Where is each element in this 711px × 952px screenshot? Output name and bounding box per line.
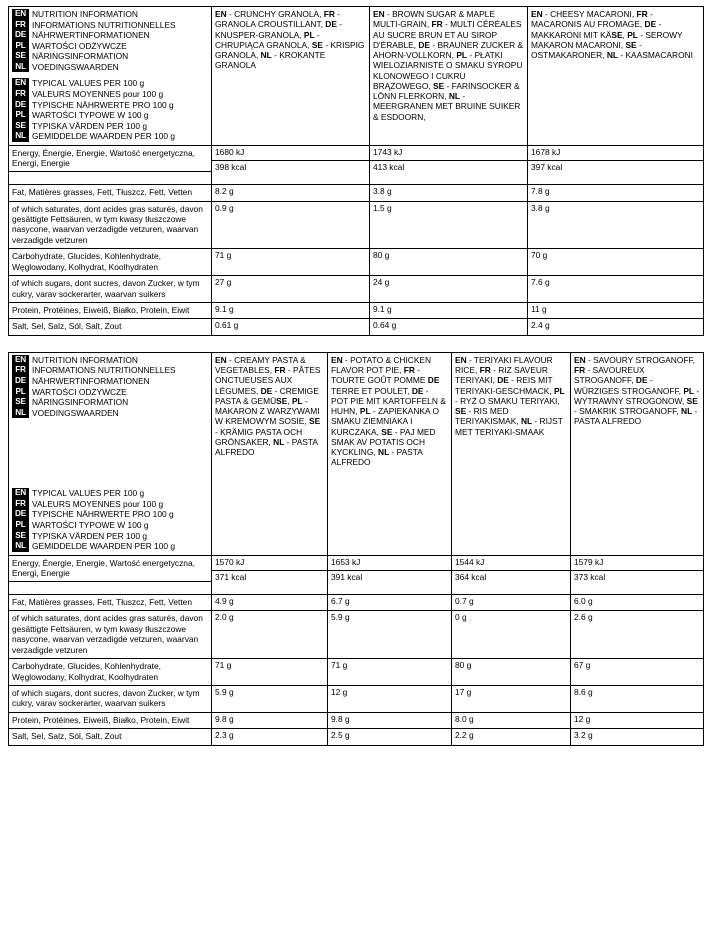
product-column-header: EN - CRUNCHY GRANOLA, FR - GRANOLA CROUSTILLANT, DE - KNUSPER-GRANOLA, PL - CHRUPIĄCA GRANOLA, SE - KRISPIG GRANOLA, NL - KROKANTE GRANOLA [212, 7, 370, 146]
nutrient-value: 8.2 g [212, 185, 370, 201]
lang-row [12, 30, 176, 41]
nutrient-label: Carbohydrate, Glucides, Kohlenhydrate, Węglowodany, Kolhydrat, Koolhydraten [9, 249, 212, 276]
table-row [9, 249, 704, 276]
table-row [9, 686, 704, 713]
lang-tag-fr: FR [12, 89, 29, 100]
nutrient-value: 3.8 g [528, 201, 704, 249]
lang-tag-se: SE [12, 121, 29, 132]
nutrient-label: Salt, Sel, Salz, Sól, Salt, Zout [9, 319, 212, 335]
lang-text-en: TYPICAL VALUES PER 100 g [32, 488, 145, 499]
product-column-header: EN - TERIYAKI FLAVOUR RICE, FR - RIZ SAVEUR TERIYAKI, DE - REIS MIT TERIYAKI-GESCHMACK, PL - RYŻ O SMAKU TERIYAKI, SE - RIS MED TERIYAKISMAK, NL - RIJST MET TERIYAKI-SMAAK [452, 352, 571, 555]
nutrient-value: 9.1 g [212, 303, 370, 319]
product-column-header: EN - CREAMY PASTA & VEGETABLES, FR - PÂTES ONCTUEUSES AUX LÉGUMES, DE - CREMIGE PASTA & GEMÜSE, PL - MAKARON Z WARZYWAMI W KREMOWYM SOSIE, SE - KRÄMIG PASTA OCH GRÖNSAKER, NL - PASTA ALFREDO [212, 352, 328, 555]
lang-text-nl: VOEDINGSWAARDEN [32, 407, 119, 418]
nutrient-value [452, 555, 571, 594]
nutrient-value: 7.6 g [528, 276, 704, 303]
nutrition-information-langs [12, 355, 176, 418]
lang-row [12, 488, 175, 499]
lang-tag-se: SE [12, 51, 29, 62]
product-column-header: EN - SAVOURY STROGANOFF, FR - SAVOUREUX STROGANOFF, DE - WÜRZIGES STROGANOFF, PL - WYTRAWNY STROGONOW, SE - SMAKRIK STROGANOFF, NL - PASTA ALFREDO [571, 352, 704, 555]
lang-text-se: NÄRINGSINFORMATION [32, 51, 129, 62]
nutrient-value: 24 g [370, 276, 528, 303]
typical-values-langs [12, 78, 175, 141]
lang-tag-de: DE [12, 30, 29, 41]
nutrition-table-1 [8, 6, 704, 336]
nutrient-value: 17 g [452, 686, 571, 713]
table-row [9, 729, 704, 745]
nutrient-value: 9.1 g [370, 303, 528, 319]
lang-text-nl: GEMIDDELDE WAARDEN PER 100 g [32, 131, 176, 142]
lang-row [12, 78, 175, 89]
value-kcal: 371 kcal [212, 570, 327, 586]
lang-text-pl: WARTOŚCI ODŻYWCZE [32, 40, 127, 51]
nutrient-value: 5.9 g [328, 611, 452, 659]
lang-text-en: NUTRITION INFORMATION [32, 354, 138, 365]
nutrient-value: 80 g [370, 249, 528, 276]
lang-tag-se: SE [12, 531, 29, 542]
value-kcal: 364 kcal [452, 570, 570, 586]
nutrient-value [528, 145, 704, 184]
nutrient-label: of which sugars, dont sucres, davon Zucker, w tym cukry, varav sockerarter, waarvan suikers [9, 686, 212, 713]
table-row [9, 611, 704, 659]
header-language-cell [9, 7, 212, 146]
nutrient-value: 2.0 g [212, 611, 328, 659]
nutrient-value: 11 g [528, 303, 704, 319]
nutrient-value: 12 g [571, 712, 704, 728]
product-column-header: EN - BROWN SUGAR & MAPLE MULTI-GRAIN, FR - MULTI CÉRÉALES AU SUCRE BRUN ET AU SIROP D'ÉRABLE, DE - BRAUNER ZUCKER & AHORN-VOLLKORN, PL - PŁATKI WIELOZIARNISTE O SMAKU SYROPU KLONOWEGO I CUKRU BRĄZOWEGO, SE - FARINSOCKER & LÖNN FLERKORN, NL - MEERGRANEN MET BRUINE SUIKER & ESDOORN, [370, 7, 528, 146]
lang-row [12, 121, 175, 132]
lang-text-se: TYPISKA VÄRDEN PER 100 g [32, 530, 147, 541]
value-kj: 1570 kJ [215, 556, 245, 567]
lang-tag-de: DE [12, 376, 29, 387]
lang-row [12, 509, 175, 520]
lang-row [12, 62, 176, 73]
nutrient-value: 9.8 g [212, 712, 328, 728]
lang-tag-nl: NL [12, 408, 29, 419]
nutrient-value: 0 g [452, 611, 571, 659]
nutrient-value: 8.0 g [452, 712, 571, 728]
lang-text-de: TYPISCHE NÄHRWERTE PRO 100 g [32, 99, 174, 110]
table-row [9, 319, 704, 335]
nutrient-value: 2.6 g [571, 611, 704, 659]
lang-text-de: NÄHRWERTINFORMATIONEN [32, 30, 150, 41]
lang-tag-nl: NL [12, 62, 29, 73]
nutrient-value: 71 g [212, 659, 328, 686]
lang-tag-pl: PL [12, 520, 29, 531]
lang-text-nl: GEMIDDELDE WAARDEN PER 100 g [32, 541, 176, 552]
lang-tag-de: DE [12, 100, 29, 111]
lang-row [12, 51, 176, 62]
nutrient-value [370, 145, 528, 184]
lang-row [12, 131, 175, 142]
nutrient-value: 3.2 g [571, 729, 704, 745]
lang-row [12, 387, 176, 398]
lang-tag-pl: PL [12, 387, 29, 398]
nutrition-table-2 [8, 352, 704, 746]
lang-text-fr: VALEURS MOYENNES pour 100 g [32, 89, 164, 100]
lang-row [12, 376, 176, 387]
value-kj: 1680 kJ [215, 146, 245, 157]
lang-tag-fr: FR [12, 365, 29, 376]
nutrient-value: 67 g [571, 659, 704, 686]
nutrient-value: 2.5 g [328, 729, 452, 745]
lang-row [12, 110, 175, 121]
nutrient-value: 12 g [328, 686, 452, 713]
nutrient-value: 0.61 g [212, 319, 370, 335]
nutrient-label: of which saturates, dont acides gras saturés, davon gesättigte Fettsäuren, w tym kwasy tłuszczowe nasycone, waarvan verzadigde vetzuren, waarvan verzadigde vetzuren [9, 611, 212, 659]
nutrient-label: Fat, Matières grasses, Fett, Tłuszcz, Fett, Vetten [9, 185, 212, 201]
table-gap [8, 336, 703, 352]
value-kcal: 397 kcal [528, 160, 703, 176]
lang-row [12, 408, 176, 419]
nutrient-value: 71 g [212, 249, 370, 276]
nutrient-value [212, 145, 370, 184]
nutrient-value: 2.4 g [528, 319, 704, 335]
nutrient-value: 3.8 g [370, 185, 528, 201]
lang-row [12, 100, 175, 111]
lang-text-en: TYPICAL VALUES PER 100 g [32, 78, 145, 89]
lang-text-se: TYPISKA VÄRDEN PER 100 g [32, 120, 147, 131]
value-kj: 1743 kJ [373, 146, 403, 157]
lang-tag-se: SE [12, 397, 29, 408]
nutrition-information-langs [12, 9, 176, 72]
nutrient-value: 27 g [212, 276, 370, 303]
nutrient-label [9, 145, 212, 184]
nutrient-label: of which saturates, dont acides gras saturés, davon gesättigte Fettsäuren, w tym kwasy tłuszczowe nasycone, waarvan verzadigde vetzuren, waarvan verzadigde vetzuren [9, 201, 212, 249]
table-header-row [9, 7, 704, 146]
nutrient-value [328, 555, 452, 594]
typical-values-langs [12, 488, 175, 551]
lang-row [12, 20, 176, 31]
lang-text-fr: INFORMATIONS NUTRITIONNELLES [32, 365, 176, 376]
table-row [9, 303, 704, 319]
nutrient-value: 4.9 g [212, 595, 328, 611]
table-row [9, 185, 704, 201]
table-row [9, 595, 704, 611]
nutrient-value: 9.8 g [328, 712, 452, 728]
nutrient-label-text: Energy, Énergie, Energie, Wartość energetyczna, Energi, Energie [12, 147, 195, 169]
product-column-header: EN - POTATO & CHICKEN FLAVOR POT PIE, FR - TOURTE GOÛT POMME DE TERRE ET POULET, DE - POT PIE MIT KARTOFFELN & HUHN, PL - ZAPIEKANKA O SMAKU ZIEMNIAKA I KURCZAKA, SE - PAJ MED SMAK AV POTATIS OCH KYCKLING, NL - PASTA ALFREDO [328, 352, 452, 555]
table-row [9, 201, 704, 249]
lang-tag-nl: NL [12, 131, 29, 142]
lang-text-pl: WARTOŚCI ODŻYWCZE [32, 386, 127, 397]
lang-row [12, 541, 175, 552]
value-kj: 1544 kJ [455, 556, 485, 567]
table-row [9, 659, 704, 686]
table-row [9, 555, 704, 594]
lang-text-pl: WARTOŚCI TYPOWE W 100 g [32, 110, 149, 121]
lang-row [12, 355, 176, 366]
nutrient-value: 0.9 g [212, 201, 370, 249]
nutrient-value: 0.64 g [370, 319, 528, 335]
lang-text-fr: VALEURS MOYENNES pour 100 g [32, 498, 164, 509]
value-kcal: 391 kcal [328, 570, 451, 586]
nutrient-label: Carbohydrate, Glucides, Kohlenhydrate, Węglowodany, Kolhydrat, Koolhydraten [9, 659, 212, 686]
product-column-header: EN - CHEESY MACARONI, FR - MACARONIS AU FROMAGE, DE - MAKKARONI MIT KÄSE, PL - SEROWY MAKARON MACARONI, SE - OSTMAKARONER, NL - KAASMACARONI [528, 7, 704, 146]
lang-tag-fr: FR [12, 499, 29, 510]
lang-tag-de: DE [12, 509, 29, 520]
lang-text-pl: WARTOŚCI TYPOWE W 100 g [32, 520, 149, 531]
nutrient-value: 8.6 g [571, 686, 704, 713]
lang-tag-pl: PL [12, 110, 29, 121]
nutrient-value: 6.7 g [328, 595, 452, 611]
lang-row [12, 365, 176, 376]
lang-row [12, 89, 175, 100]
value-kj: 1579 kJ [574, 556, 604, 567]
table-row [9, 276, 704, 303]
lang-row [12, 531, 175, 542]
value-kj: 1653 kJ [331, 556, 361, 567]
nutrient-label: Fat, Matières grasses, Fett, Tłuszcz, Fett, Vetten [9, 595, 212, 611]
value-kcal: 413 kcal [370, 160, 527, 176]
nutrient-value: 6.0 g [571, 595, 704, 611]
lang-tag-en: EN [12, 9, 29, 20]
nutrient-value [212, 555, 328, 594]
nutrient-label: Protein, Protéines, Eiweiß, Białko, Protein, Eiwit [9, 712, 212, 728]
value-kcal: 398 kcal [212, 160, 369, 176]
lang-tag-nl: NL [12, 541, 29, 552]
nutrient-value: 2.3 g [212, 729, 328, 745]
nutrient-value: 7.8 g [528, 185, 704, 201]
lang-tag-en: EN [12, 488, 29, 499]
table-row [9, 145, 704, 184]
lang-row [12, 520, 175, 531]
value-kcal: 373 kcal [571, 570, 703, 586]
lang-text-fr: INFORMATIONS NUTRITIONNELLES [32, 19, 176, 30]
lang-text-nl: VOEDINGSWAARDEN [32, 61, 119, 72]
table-header-row [9, 352, 704, 555]
lang-text-de: NÄHRWERTINFORMATIONEN [32, 376, 150, 386]
header-language-cell [9, 352, 212, 555]
nutrient-value: 5.9 g [212, 686, 328, 713]
lang-tag-fr: FR [12, 20, 29, 31]
nutrient-value: 1.5 g [370, 201, 528, 249]
nutrient-value: 0.7 g [452, 595, 571, 611]
table-row [9, 712, 704, 728]
nutrient-value: 80 g [452, 659, 571, 686]
lang-row [12, 397, 176, 408]
nutrient-value: 70 g [528, 249, 704, 276]
nutrient-label [9, 555, 212, 594]
lang-row [12, 499, 175, 510]
lang-text-se: NÄRINGSINFORMATION [32, 397, 129, 408]
lang-row [12, 9, 176, 20]
lang-tag-en: EN [12, 355, 29, 366]
lang-row [12, 41, 176, 52]
nutrient-value: 2.2 g [452, 729, 571, 745]
lang-text-en: NUTRITION INFORMATION [32, 9, 138, 19]
lang-tag-en: EN [12, 78, 29, 89]
lang-tag-pl: PL [12, 41, 29, 52]
nutrient-value [571, 555, 704, 594]
nutrient-label-text: Energy, Énergie, Energie, Wartość energetyczna, Energi, Energie [12, 557, 195, 579]
nutrient-value: 71 g [328, 659, 452, 686]
nutrient-label: Protein, Protéines, Eiweiß, Białko, Protein, Eiwit [9, 303, 212, 319]
nutrient-label: of which sugars, dont sucres, davon Zucker, w tym cukry, varav sockerarter, waarvan suikers [9, 276, 212, 303]
value-kj: 1678 kJ [531, 146, 561, 157]
lang-text-de: TYPISCHE NÄHRWERTE PRO 100 g [32, 509, 174, 520]
nutrient-label: Salt, Sel, Salz, Sól, Salt, Zout [9, 729, 212, 745]
